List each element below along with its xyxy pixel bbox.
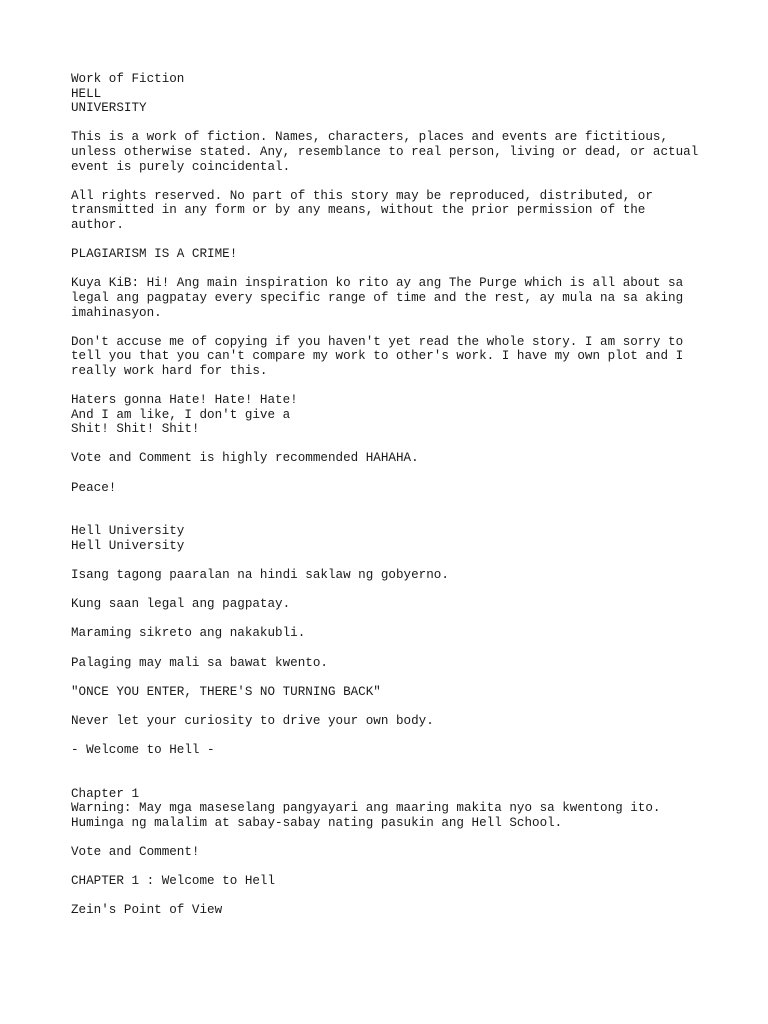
rights-line: author. (71, 217, 124, 232)
inspiration-line: Kuya KiB: Hi! Ang main inspiration ko rito ay ang The Purge which is all about sa (71, 276, 684, 291)
plagiarism-notice: PLAGIARISM IS A CRIME! (71, 247, 238, 262)
fiction-heading-line: HELL (71, 86, 102, 101)
synopsis-title-line: Hell University (71, 524, 185, 539)
peace-line: Peace! (71, 480, 117, 495)
synopsis-title-line: Hell University (71, 538, 185, 553)
chapter-warning-line: Warning: May mga maseselang pangyayari ang maaring makita nyo sa kwentong ito. (71, 801, 661, 816)
synopsis-line: Maraming sikreto ang nakakubli. (71, 626, 306, 641)
chapter-vote: Vote and Comment! (71, 845, 200, 860)
chapter-warning-line: Huminga ng malalim at sabay-sabay nating pasukin ang Hell School. (71, 815, 563, 830)
chapter-heading: CHAPTER 1 : Welcome to Hell (71, 874, 276, 889)
synopsis-line: Kung saan legal ang pagpatay. (71, 597, 291, 612)
disclaimer-line: event is purely coincidental. (71, 159, 291, 174)
chapter-label: Chapter 1 (71, 786, 140, 801)
inspiration-line: legal ang pagpatay every specific range of time and the rest, ay mula na sa aking (71, 290, 684, 305)
synopsis-line: Never let your curiosity to drive your own body. (71, 713, 434, 728)
vote-recommendation: Vote and Comment is highly recommended HAHAHA. (71, 451, 419, 466)
haters-line: And I am like, I don't give a (71, 407, 291, 422)
synopsis-closing: - Welcome to Hell - (71, 743, 215, 758)
disclaimer-line: unless otherwise stated. Any, resemblance to real person, living or dead, or actual (71, 144, 699, 159)
accuse-line: tell you that you can't compare my work to other's work. I have my own plot and I (71, 349, 684, 364)
point-of-view: Zein's Point of View (71, 903, 223, 918)
rights-line: transmitted in any form or by any means, without the prior permission of the (71, 203, 646, 218)
accuse-line: Don't accuse me of copying if you haven't yet read the whole story. I am sorry to (71, 334, 684, 349)
haters-line: Haters gonna Hate! Hate! Hate! (71, 393, 298, 408)
synopsis-tagline: "ONCE YOU ENTER, THERE'S NO TURNING BACK" (71, 684, 381, 699)
inspiration-line: imahinasyon. (71, 305, 162, 320)
fiction-heading-line: UNIVERSITY (71, 101, 147, 116)
disclaimer-line: This is a work of fiction. Names, characters, places and events are fictitious, (71, 130, 669, 145)
fiction-heading-line: Work of Fiction (71, 72, 185, 86)
document-page (71, 72, 731, 918)
synopsis-line: Isang tagong paaralan na hindi saklaw ng gobyerno. (71, 568, 449, 582)
haters-line: Shit! Shit! Shit! (71, 422, 200, 437)
accuse-line: really work hard for this. (71, 363, 268, 378)
rights-line: All rights reserved. No part of this story may be reproduced, distributed, or (71, 188, 653, 203)
synopsis-line: Palaging may mali sa bawat kwento. (71, 655, 328, 670)
